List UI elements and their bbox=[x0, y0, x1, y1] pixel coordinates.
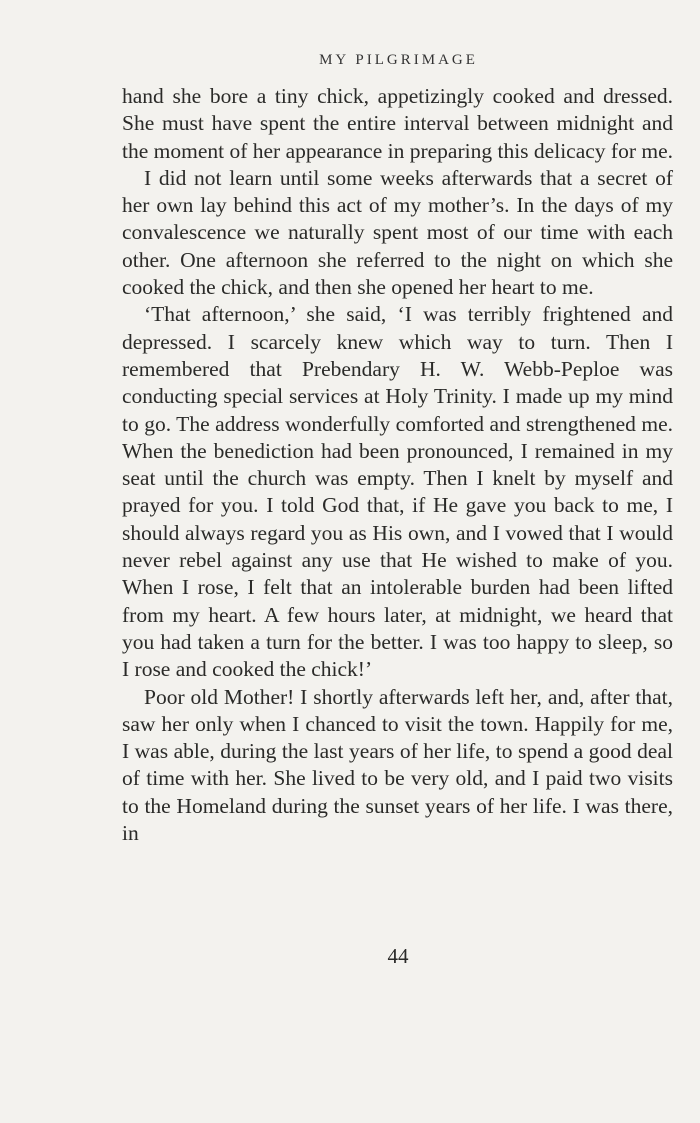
paragraph: hand she bore a tiny chick, appetizingly cooked and dressed. She must have spent the entire interval between midnight and the moment of her appearance in preparing this delicacy for me. bbox=[122, 84, 674, 163]
paragraph: Poor old Mother! I shortly afterwards left her, and, after that, saw her only when I chanced to visit the town. Happily for me, I was able, during the last years of her life, to spend a good deal of time with her. She lived to be very old, and I paid two visits to the Homeland during the sunset years of her life. I was there, in bbox=[122, 684, 673, 846]
page-number: 44 bbox=[387, 944, 409, 968]
body-text bbox=[122, 83, 673, 847]
running-head: MY PILGRIMAGE bbox=[319, 52, 478, 68]
paragraph: I did not learn until some weeks afterwards that a secret of her own lay behind this act of my mother’s. In the days of my convalescence we naturally spent most of our time with each other. One afternoon she referred to the night on which she cooked the chick, and then she opened her heart to me. bbox=[122, 165, 673, 300]
paragraph: ‘That afternoon,’ she said, ‘I was terribly frightened and depressed. I scarcely knew which way to turn. Then I remembered that Prebendary H. W. Webb-Peploe was conducting special services at Holy Trinity. I made up my mind to go. The address wonderfully comforted and strengthened me. When the benediction had been pronounced, I remained in my seat until the church was empty. Then I knelt by myself and prayed for you. I told God that, if He gave you back to me, I should always regard you as His own, and I vowed that I would never rebel against any use that He wished to make of you. When I rose, I felt that an intolerable burden had been lifted from my heart. A few hours later, at midnight, we heard that you had taken a turn for the better. I was too happy to sleep, so I rose and cooked the chick!’ bbox=[122, 302, 673, 682]
